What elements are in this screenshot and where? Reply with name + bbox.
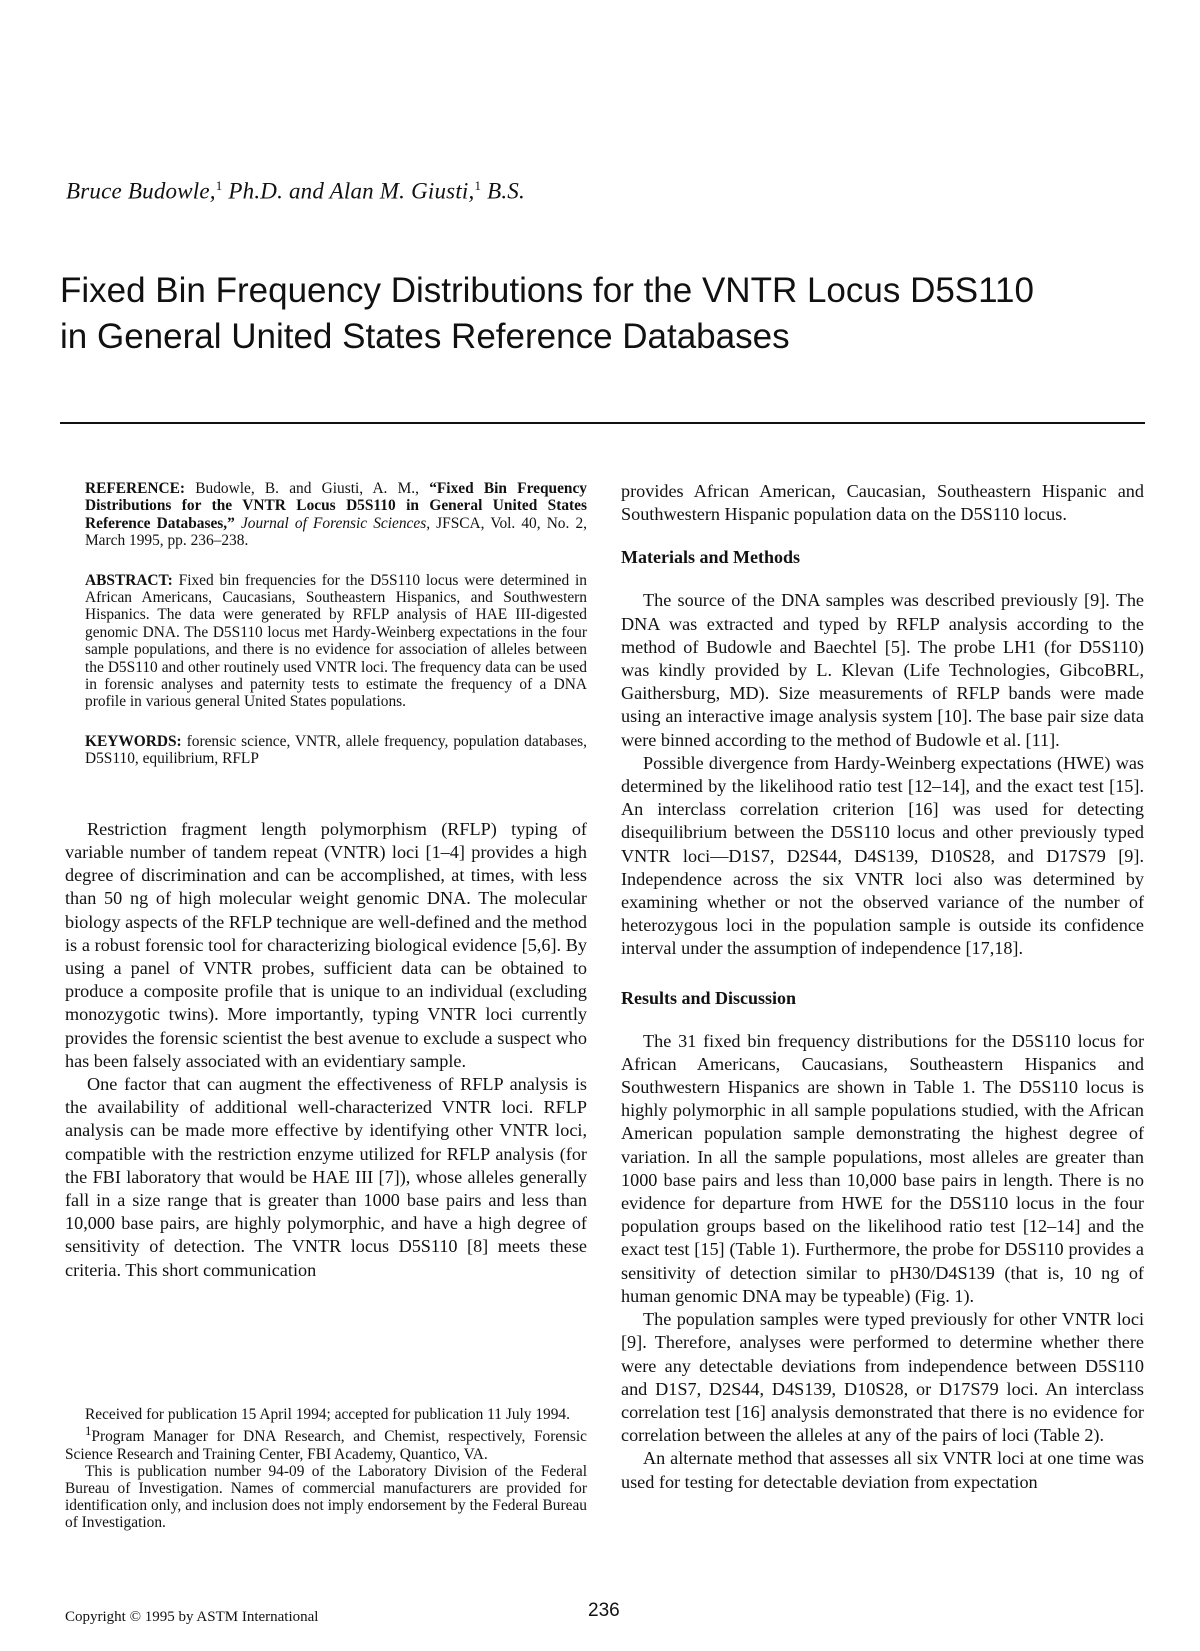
title-line-2: in General United States Reference Databases	[60, 317, 790, 356]
affiliation-text: Program Manager for DNA Research, and Chemist, respectively, Forensic Science Research and Training Center, FBI Academy, Quantico, VA.	[65, 1428, 587, 1463]
results-paragraph-3: An alternate method that assesses all six VNTR loci at one time was used for testing for detectable deviation from expectation	[621, 1448, 1144, 1492]
results-paragraph-2: The population samples were typed previously for other VNTR loci [9]. Therefore, analyses were performed to determine whether there were any detectable deviations from independence between D5S110 and D1S7, D2S44, D4S139, D10S28, or D17S79 loci. An interclass correlation test [16] analysis demonstrated that there is no evidence for correlation between the alleles at any of the pairs of loci (Table 2).	[621, 1309, 1144, 1446]
author-affiliation-marker-1: 1	[215, 178, 223, 193]
intro-paragraph-2: One factor that can augment the effectiveness of RFLP analysis is the availability of additional well-characterized VNTR loci. RFLP analysis can be made more effective by identifying other VNTR loci, compatible with the restriction enzyme utilized for RFLP analysis (for the FBI laboratory that would be HAE III [7]), whose alleles generally fall in a size range that is greater than 1000 base pairs and less than 10,000 base pairs, are highly polymorphic, and have a high degree of sensitivity of detection. The VNTR locus D5S110 [8] meets these criteria. This short communication	[65, 1073, 587, 1280]
reference-authors: Budowle, B. and Giusti, A. M.,	[185, 480, 430, 497]
reference-title: “Fixed Bin Frequency Distributions for the VNTR Locus D5S110 in General United States Reference Databases,”	[85, 480, 587, 532]
keywords-label: KEYWORDS:	[85, 732, 182, 750]
intro-paragraph-3: provides African American, Caucasian, Southeastern Hispanic and Southwestern Hispanic population data on the D5S110 locus.	[621, 481, 1144, 525]
left-column	[65, 480, 587, 1282]
results-paragraph-1: The 31 fixed bin frequency distributions for the D5S110 locus for African Americans, Caucasians, Southeastern Hispanics and Southwestern Hispanics are shown in Table 1. The D5S110 locus is highly polymorphic in all sample populations studied, with the African American population sample demonstrating the highest degree of variation. In all the sample populations, most alleles are greater than 1000 base pairs and less than 10,000 base pairs in length. There is no evidence for departure from HWE for the D5S110 locus in the four population groups based on the likelihood ratio test [12–14] and the exact test [15] (Table 1). Furthermore, the probe for D5S110 provides a sensitivity of detection similar to pH30/D4S139 (that is, 10 ng of human genomic DNA may be typeable) (Fig. 1).	[621, 1030, 1144, 1306]
abstract-block	[85, 572, 587, 711]
author-names-2: Ph.D. and Alan M. Giusti,	[222, 178, 475, 204]
author-names-3: B.S.	[481, 178, 525, 204]
methods-paragraph-2: Possible divergence from Hardy-Weinberg expectations (HWE) was determined by the likelihood ratio test [12–14], and the exact test [15]. An interclass correlation criterion [16] was used for detecting disequilibrium between the D5S110 locus and other previously typed VNTR loci—D1S7, D2S44, D4S139, D10S28, and D17S79 [9]. Independence across the six VNTR loci also was determined by examining whether or not the observed variance of the number of heterozygous loci in the population sample is outside its confidence interval under the assumption of independence [17,18].	[621, 752, 1144, 959]
article-title	[60, 268, 1160, 360]
keywords-text: forensic science, VNTR, allele frequency, population databases, D5S110, equilibrium, RFLP	[85, 732, 587, 768]
reference-citation: JFSCA, Vol. 40, No. 2, March 1995, pp. 236–238.	[85, 514, 587, 550]
abstract-text: Fixed bin frequencies for the D5S110 locus were determined in African Americans, Caucasians, Southeastern Hispanics, and Southwestern Hispanics. The data were generated by RFLP analysis of HAE III-digested genomic DNA. The D5S110 locus met Hardy-Weinberg expectations in the four sample populations, and there is no evidence for association of alleles between the D5S110 and other routinely used VNTR loci. The frequency data can be used in forensic analyses and paternity tests to estimate the frequency of a DNA profile in various general United States populations.	[85, 571, 587, 711]
publication-note: This is publication number 94-09 of the Laboratory Division of the Federal Bureau of Investigation. Names of commercial manufacturers are provided for identification only, and inclusion does not imply endorsement by the Federal Bureau of Investigation.	[65, 1462, 587, 1532]
author-names-1: Bruce Budowle,	[66, 178, 216, 204]
methods-heading: Materials and Methods	[621, 547, 800, 568]
author-affiliation-marker-2: 1	[474, 178, 482, 193]
footnotes	[65, 1406, 587, 1532]
affiliation-note	[65, 1423, 587, 1463]
page-number: 236	[588, 1600, 620, 1621]
reference-journal: Journal of Forensic Sciences,	[234, 514, 431, 532]
methods-paragraph-1: The source of the DNA samples was described previously [9]. The DNA was extracted and typed by RFLP analysis according to the method of Budowle and Baechtel [5]. The probe LH1 (for D5S110) was kindly provided by L. Klevan (Life Technologies, GibcoBRL, Gaithersburg, MD). Size measurements of RFLP bands were made using an interactive image analysis system [10]. The base pair size data were binned according to the method of Budowle et al. [11].	[621, 590, 1144, 750]
copyright-notice: Copyright © 1995 by ASTM International	[65, 1609, 319, 1625]
affiliation-marker: 1	[85, 1424, 92, 1439]
results-heading: Results and Discussion	[621, 987, 797, 1008]
author-line	[66, 178, 525, 205]
title-divider	[60, 422, 1145, 424]
received-note: Received for publication 15 April 1994; accepted for publication 11 July 1994.	[85, 1406, 570, 1423]
right-column	[621, 480, 1144, 1494]
title-line-1: Fixed Bin Frequency Distributions for the VNTR Locus D5S110	[60, 271, 1034, 310]
reference-label: REFERENCE:	[85, 480, 186, 497]
reference-block	[85, 480, 587, 550]
keywords-block	[85, 733, 587, 768]
abstract-label: ABSTRACT:	[85, 571, 173, 589]
intro-paragraph-1: Restriction fragment length polymorphism (RFLP) typing of variable number of tandem repeat (VNTR) loci [1–4] provides a high degree of discrimination and can be accomplished, at times, with less than 50 ng of high molecular weight genomic DNA. The molecular biology aspects of the RFLP technique are well-defined and the method is a robust forensic tool for characterizing biological evidence [5,6]. By using a panel of VNTR probes, sufficient data can be obtained to produce a composite profile that is unique to an individual (excluding monozygotic twins). More importantly, typing VNTR loci currently provides the forensic scientist the best avenue to exclude a suspect who has been falsely associated with an evidentiary sample.	[65, 818, 587, 1071]
